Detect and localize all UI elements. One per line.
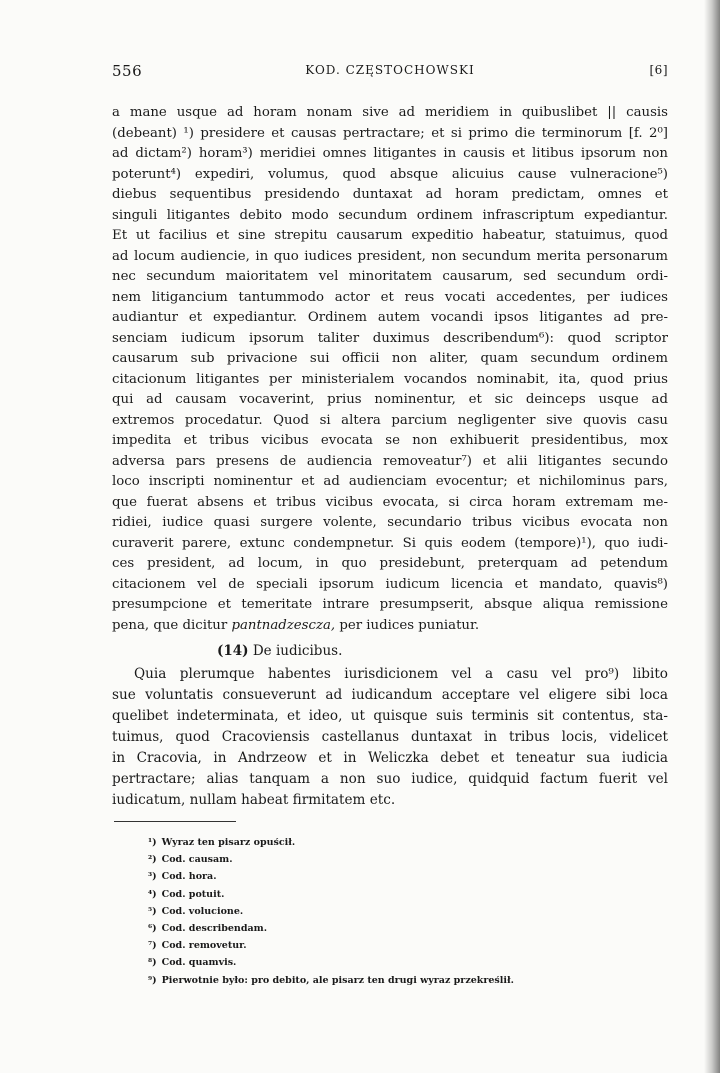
text-line: presumpcione et temeritate intrare presumpserit, absque aliqua remissione bbox=[112, 597, 668, 612]
text-line: ridiei, iudice quasi surgere volente, secundario tribus vicibus evocata non bbox=[112, 515, 668, 530]
text-line: extremos procedatur. Quod si altera parcium negligenter sive quovis casu bbox=[112, 412, 668, 428]
footnote bbox=[148, 954, 668, 971]
text-line: senciam iudicum ipsorum taliter duximus describendum⁶): quod scriptor bbox=[112, 330, 668, 346]
text-line: nec secundum maioritatem vel minoritatem causarum, sed secundum ordi- bbox=[112, 269, 668, 284]
footnote-mark: ²) bbox=[148, 854, 157, 866]
paragraph-1 bbox=[112, 103, 668, 616]
text-line: tuimus, quod Cracoviensis castellanus duntaxat in tribus locis, videlicet bbox=[112, 729, 668, 745]
running-header bbox=[112, 62, 668, 82]
footnote bbox=[148, 868, 668, 885]
text-line: pena, que dicitur pantnadzescza, per iudices puniatur. bbox=[112, 617, 480, 633]
text-line: citacionum litigantes per ministerialem vocandos nominabit, ita, quod prius bbox=[112, 371, 668, 387]
footnote-text: Cod. hora. bbox=[161, 871, 217, 883]
footnote-text: Cod. causam. bbox=[161, 854, 233, 866]
text-line: citacionem vel de speciali ipsorum iudicum licencia et mandato, quavis⁸) bbox=[112, 576, 668, 592]
text-line: ad dictam²) horam³) meridiei omnes litigantes in causis et litibus ipsorum non bbox=[112, 146, 668, 161]
vernacular-term: pantnadzescza, bbox=[231, 617, 336, 633]
footnote bbox=[148, 903, 668, 920]
text-line: que fuerat absens et tribus vicibus evocata, si circa horam extremam me- bbox=[112, 494, 668, 510]
footnote-text: Cod. describendam. bbox=[161, 922, 267, 934]
section-heading bbox=[112, 640, 668, 662]
footnote-mark: ⁹) bbox=[148, 974, 157, 986]
page-number: 556 bbox=[112, 62, 143, 80]
text-line: causarum sub privacione sui officii non aliter, quam secundum ordinem bbox=[112, 351, 668, 366]
footnote-mark: ⁵) bbox=[148, 905, 157, 917]
text-line: diebus sequentibus presidendo duntaxat ad horam predictam, omnes et bbox=[112, 187, 668, 202]
footnote-text: Cod. quamvis. bbox=[161, 957, 237, 969]
footnote bbox=[148, 937, 668, 954]
footnote bbox=[148, 851, 668, 868]
text-line: Quia plerumque habentes iurisdicionem vel a casu vel pro⁹) libito bbox=[134, 666, 668, 682]
footnote-mark: ⁴) bbox=[148, 888, 157, 900]
page-edge-shadow bbox=[704, 0, 720, 1073]
footnote-mark: ³) bbox=[148, 871, 157, 883]
text-line: loco inscripti nominentur et ad audienciam evocentur; et nichilominus pars, bbox=[112, 474, 668, 489]
section-number: (14) bbox=[217, 643, 249, 659]
main-text bbox=[112, 103, 668, 989]
footnote bbox=[148, 920, 668, 937]
running-title: KOD. CZĘSTOCHOWSKI bbox=[305, 63, 475, 77]
section-marker: [6] bbox=[649, 63, 668, 77]
text-line: pertractare; alias tanquam a non suo iudice, quidquid factum fuerit vel bbox=[112, 771, 668, 787]
text-line: quelibet indeterminata, et ideo, ut quisque suis terminis sit contentus, sta- bbox=[112, 708, 668, 724]
text-line: in Cracovia, in Andrzeow et in Weliczka debet et teneatur sua iudicia bbox=[112, 750, 668, 766]
footnote-mark: ⁶) bbox=[148, 922, 157, 934]
text-line: iudicatum, nullam habeat firmitatem etc. bbox=[112, 792, 396, 808]
text-line: qui ad causam vocaverint, prius nominentur, et sic deinceps usque ad bbox=[112, 392, 668, 407]
text-line: nem litigancium tantummodo actor et reus vocati accedentes, per iudices bbox=[112, 289, 668, 305]
footnote-text: Pierwotnie było: pro debito, ale pisarz ten drugi wyraz przekreślił. bbox=[161, 974, 514, 986]
footnotes bbox=[112, 834, 668, 989]
text-line: curaverit parere, extunc condempnetur. Si quis eodem (tempore)¹), quo iudi- bbox=[112, 535, 668, 551]
footnote-text: Cod. volucione. bbox=[161, 905, 244, 917]
section-title: De iudicibus. bbox=[248, 643, 343, 659]
text-line: Et ut facilius et sine strepitu causarum expeditio habeatur, statuimus, quod bbox=[112, 228, 668, 243]
paragraph-2 bbox=[112, 664, 668, 811]
text-line: audiantur et expediantur. Ordinem autem vocandi ipsos litigantes ad pre- bbox=[112, 310, 668, 325]
text-line: adversa pars presens de audiencia removeatur⁷) et alii litigantes secundo bbox=[112, 453, 668, 469]
footnote-text: Cod. removetur. bbox=[161, 940, 247, 952]
footnote-mark: ⁷) bbox=[148, 940, 157, 952]
text-line: (debeant) ¹) presidere et causas pertractare; et si primo die terminorum [f. 2⁰] bbox=[112, 125, 668, 141]
footnote-text: Wyraz ten pisarz opuścił. bbox=[161, 837, 296, 848]
text-line: ad locum audiencie, in quo iudices president, non secundum merita personarum bbox=[112, 248, 668, 264]
text-line: impedita et tribus vicibus evocata se non exhibuerit presidentibus, mox bbox=[112, 433, 668, 448]
footnote-mark: ⁸) bbox=[148, 957, 157, 969]
footnote bbox=[148, 834, 668, 851]
footnote-text: Cod. potuit. bbox=[161, 888, 225, 900]
text-line: a mane usque ad horam nonam sive ad meridiem in quibuslibet || causis bbox=[112, 105, 668, 120]
footnote-divider bbox=[114, 821, 236, 822]
footnote bbox=[148, 972, 668, 989]
text-line: poterunt⁴) expediri, volumus, quod absque alicuius cause vulneracione⁵) bbox=[112, 166, 668, 182]
footnote bbox=[148, 886, 668, 903]
footnote-mark: ¹) bbox=[148, 837, 157, 848]
text-line: ces president, ad locum, in quo presidebunt, preterquam ad petendum bbox=[112, 556, 668, 571]
text-line: sue voluntatis consueverunt ad iudicandum acceptare vel eligere sibi loca bbox=[112, 687, 668, 703]
text-line: singuli litigantes debito modo secundum ordinem infrascriptum expediantur. bbox=[112, 207, 668, 223]
